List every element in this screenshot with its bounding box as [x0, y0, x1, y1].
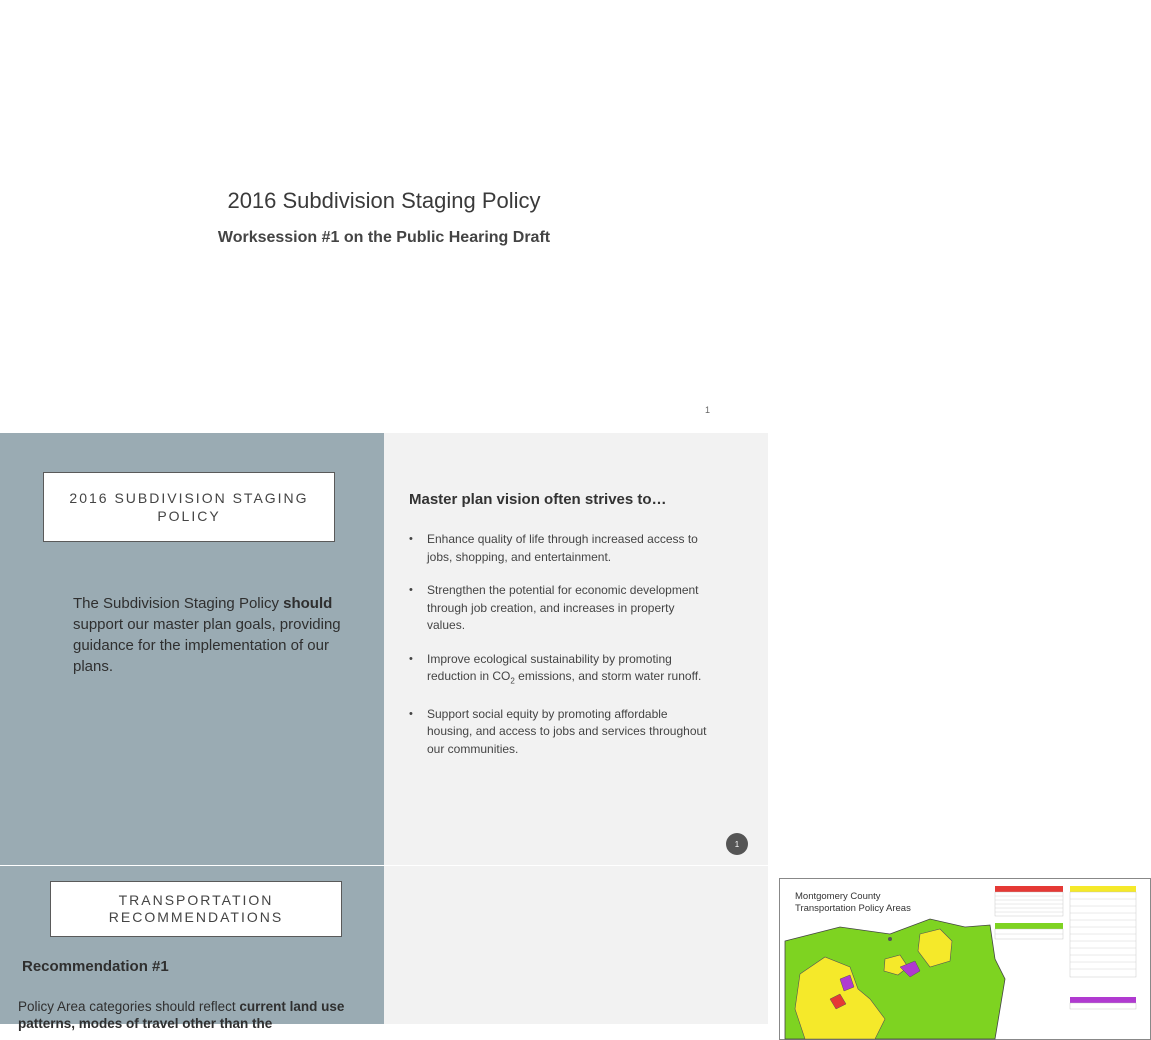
bullet3-post: emissions, and storm water runoff.: [518, 669, 702, 683]
policy-slide: [0, 433, 768, 865]
legend-purple: [1070, 997, 1136, 1009]
title-slide: [0, 0, 768, 432]
transportation-right-panel: [384, 866, 911, 1024]
recommendation-text-pre: Policy Area categories should reflect: [18, 999, 236, 1014]
map-title-line2: Transportation Policy Areas: [795, 903, 911, 914]
map-title-line1: Montgomery County: [795, 891, 881, 902]
vision-bullet-list: [409, 531, 709, 774]
list-item: • Enhance quality of life through increased access to jobs, shopping, and entertainment.: [409, 531, 709, 566]
vision-heading: Master plan vision often strives to…: [409, 491, 667, 508]
co2-subscript: 2: [510, 676, 515, 686]
policy-slide-right-panel: [384, 433, 768, 865]
map-marker-icon: [888, 937, 892, 941]
recommendation-text: [18, 998, 348, 1032]
policy-area-map: [779, 878, 1151, 1040]
policy-body-intro: The Subdivision Staging Policy: [73, 595, 279, 612]
policy-slide-left-panel: [0, 433, 384, 865]
recommendation-text-bold: current land use patterns, modes of travel other than the: [18, 999, 345, 1031]
list-item: • Strengthen the potential for economic development through job creation, and increases in property values.: [409, 582, 709, 635]
policy-body-text: [73, 593, 343, 677]
presentation-title: 2016 Subdivision Staging Policy: [227, 188, 541, 213]
transportation-slide: [0, 866, 911, 1031]
policy-title-box: [43, 472, 335, 542]
policy-title: 2016 SUBDIVISION STAGING POLICY: [69, 490, 309, 524]
map-graphic: [780, 879, 1150, 1039]
legend-red: [995, 886, 1063, 916]
slide-number-badge: 1: [726, 833, 748, 855]
legend-green: [995, 923, 1063, 939]
legend-yellow: [1070, 886, 1136, 977]
transportation-left-panel: [0, 866, 384, 1031]
bullet3-pre: Improve ecological sustainability by promoting reduction in CO: [427, 651, 672, 683]
transportation-title: TRANSPORTATION RECOMMENDATIONS: [108, 892, 284, 925]
list-item: • Support social equity by promoting affordable housing, and access to jobs and services throughout our communities.: [409, 706, 709, 759]
transportation-title-box: [50, 881, 342, 937]
presentation-subtitle: Worksession #1 on the Public Hearing Draft: [217, 229, 551, 246]
list-item: [409, 651, 709, 690]
recommendation-heading: Recommendation #1: [22, 958, 169, 975]
policy-body-rest: support our master plan goals, providing guidance for the implementation of our plans.: [73, 616, 341, 675]
policy-body-bold: should: [283, 595, 333, 612]
page-number: 1: [705, 405, 711, 415]
